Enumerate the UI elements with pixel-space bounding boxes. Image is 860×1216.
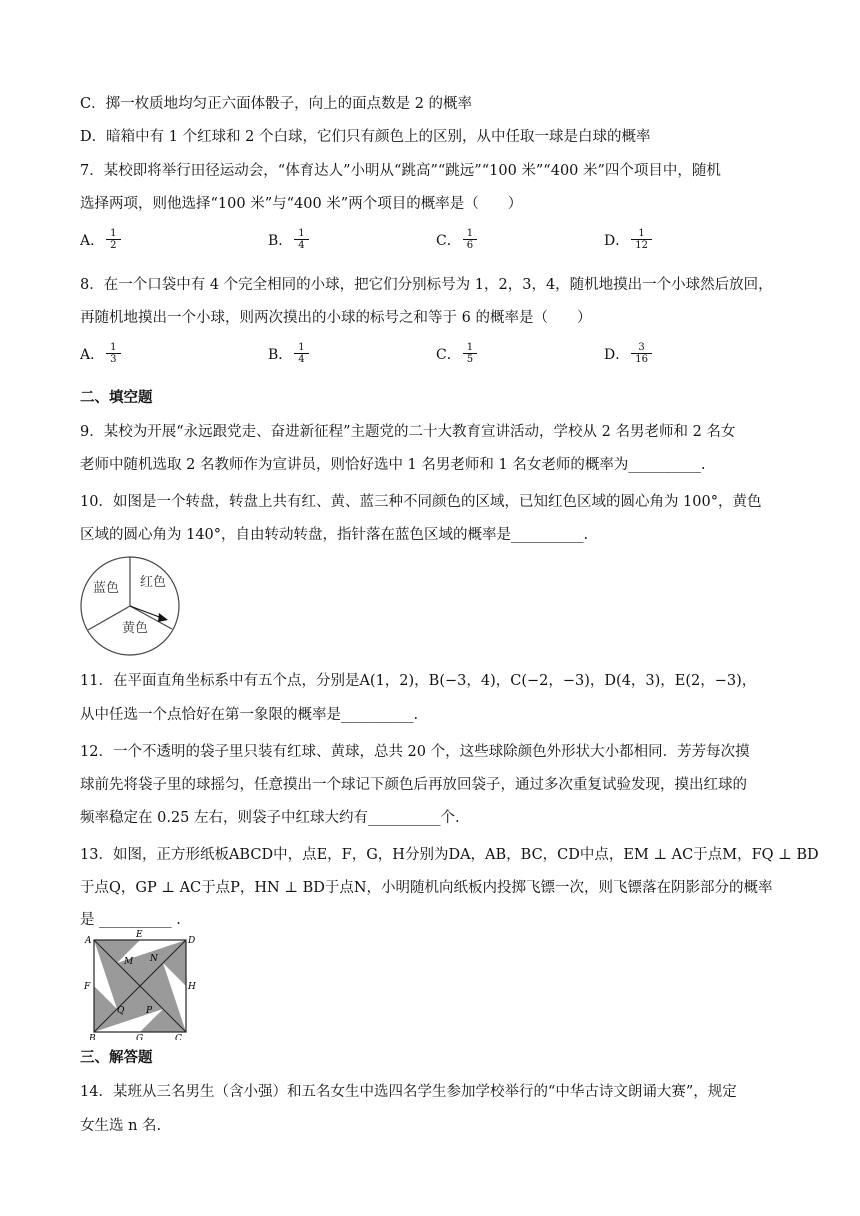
fraction xyxy=(633,228,650,251)
label-a: A xyxy=(85,936,92,946)
label-e: E xyxy=(136,930,143,940)
label-m: M xyxy=(124,957,134,967)
fraction xyxy=(296,342,306,365)
fraction xyxy=(465,228,475,251)
label-c: C xyxy=(175,1034,182,1040)
q8-option-d xyxy=(604,342,650,365)
question-13-line3: 是 __________ . xyxy=(80,912,181,928)
denominator: 16 xyxy=(635,354,648,365)
question-14-line2: 女生选 n 名. xyxy=(80,1118,162,1134)
question-10-line2: 区域的圆心角为 140°，自由转动转盘，指针落在蓝色区域的概率是__________. xyxy=(80,527,589,543)
fraction xyxy=(465,342,475,365)
fraction xyxy=(633,342,650,365)
section-answer-heading: 三、解答题 xyxy=(80,1050,153,1066)
denominator: 2 xyxy=(110,240,117,251)
numerator: 1 xyxy=(298,228,305,239)
spinner-pointer xyxy=(130,606,162,618)
denominator: 12 xyxy=(635,240,648,251)
label-h: H xyxy=(188,982,196,992)
denominator: 4 xyxy=(298,354,305,365)
question-11-line2: 从中任选一个点恰好在第一象限的概率是__________. xyxy=(80,707,419,723)
option-letter: C． xyxy=(436,232,461,249)
question-7-line2: 选择两项，则他选择“100 米”与“400 米”两个项目的概率是（ ） xyxy=(80,196,523,212)
numerator: 1 xyxy=(298,342,305,353)
question-12-line2: 球前先将袋子里的球摇匀，任意摸出一个球记下颜色后再放回袋子，通过多次重复试验发现，摸出红球的 xyxy=(80,777,747,793)
q7-option-b xyxy=(268,228,307,251)
question-14-line1: 14．某班从三名男生（含小强）和五名女生中选四名学生参加学校举行的“中华古诗文朗诵大赛”，规定 xyxy=(80,1084,737,1100)
question-13-line2: 于点Q，GP ⊥ AC于点P，HN ⊥ BD于点N，小明随机向纸板内投掷飞镖一次，则飞镖落在阴影部分的概率 xyxy=(80,880,773,896)
numerator: 3 xyxy=(638,342,645,353)
numerator: 1 xyxy=(110,228,117,239)
section-fill-in-heading: 二、填空题 xyxy=(80,390,153,406)
denominator: 3 xyxy=(110,354,117,365)
fraction xyxy=(296,228,306,251)
label-q: Q xyxy=(117,1006,125,1016)
option-letter: B． xyxy=(268,232,293,249)
spinner-figure xyxy=(80,556,184,660)
option-letter: A． xyxy=(80,232,105,249)
option-d-text: D．暗箱中有 1 个红球和 2 个白球，它们只有颜色上的区别，从中任取一球是白球的概率 xyxy=(80,129,651,145)
option-letter: B． xyxy=(268,346,293,363)
option-c-text: C．掷一枚质地均匀正六面体骰子，向上的面点数是 2 的概率 xyxy=(80,96,473,112)
question-8-line1: 8．在一个口袋中有 4 个完全相同的小球，把它们分别标号为 1，2，3，4，随机地摸出一个小球然后放回， xyxy=(80,277,773,293)
question-7-line1: 7．某校即将举行田径运动会，“体育达人”小明从“跳高”“跳远”“100 米”“400 米”四个项目中，随机 xyxy=(80,163,721,179)
label-g: G xyxy=(136,1034,144,1040)
numerator: 1 xyxy=(110,342,117,353)
q8-option-b xyxy=(268,342,307,365)
label-f: F xyxy=(84,982,91,992)
question-9-line2: 老师中随机选取 2 名教师作为宣讲员，则恰好选中 1 名男老师和 1 名女老师的概率为__________. xyxy=(80,457,706,473)
option-letter: D． xyxy=(604,232,630,249)
label-d: D xyxy=(188,936,196,946)
numerator: 1 xyxy=(466,228,474,239)
q7-option-a xyxy=(80,228,119,251)
question-11-line1: 11．在平面直角坐标系中有五个点，分别是A(1，2)，B(−3，4)，C(−2，−3)，D(4，3)，E(2，−3)， xyxy=(80,673,757,689)
square-figure xyxy=(80,928,200,1040)
numerator: 1 xyxy=(466,342,474,353)
question-9-line1: 9．某校为开展“永远跟党走、奋进新征程”主题党的二十大教育宣讲活动，学校从 2 名男老师和 2 名女 xyxy=(80,424,736,440)
question-12-line3: 频率稳定在 0.25 左右，则袋子中红球大约有__________个. xyxy=(80,810,460,826)
q8-option-a xyxy=(80,342,119,365)
question-10-line1: 10．如图是一个转盘，转盘上共有红、黄、蓝三种不同颜色的区域，已知红色区域的圆心角为 100°，黄色 xyxy=(80,494,762,510)
red-region-label: 红色 xyxy=(140,575,167,590)
pointer-arrowhead xyxy=(158,613,168,622)
blue-region-label: 蓝色 xyxy=(93,581,120,596)
yellow-region-label: 黄色 xyxy=(122,621,149,636)
denominator: 5 xyxy=(466,354,474,365)
question-8-line2: 再随机地摸出一个小球，则两次摸出的小球的标号之和等于 6 的概率是（ ） xyxy=(80,310,592,326)
question-12-line1: 12．一个不透明的袋子里只装有红球、黄球，总共 20 个，这些球除颜色外形状大小都相同．芳芳每次摸 xyxy=(80,744,750,760)
q7-option-d xyxy=(604,228,650,251)
denominator: 4 xyxy=(298,240,305,251)
fraction xyxy=(108,228,118,251)
option-letter: A． xyxy=(80,346,105,363)
fraction xyxy=(108,342,118,365)
q8-option-c xyxy=(436,342,475,365)
denominator: 6 xyxy=(466,240,474,251)
label-n: N xyxy=(150,954,158,964)
option-letter: C． xyxy=(436,346,461,363)
numerator: 1 xyxy=(638,228,645,239)
q7-option-c xyxy=(436,228,475,251)
option-letter: D． xyxy=(604,346,630,363)
question-13-line1: 13．如图，正方形纸板ABCD中，点E，F，G，H分别为DA，AB，BC，CD中点，EM ⊥ AC于点M，FQ ⊥ BD xyxy=(80,847,819,863)
label-p: P xyxy=(146,1006,153,1016)
label-b: B xyxy=(89,1034,96,1040)
